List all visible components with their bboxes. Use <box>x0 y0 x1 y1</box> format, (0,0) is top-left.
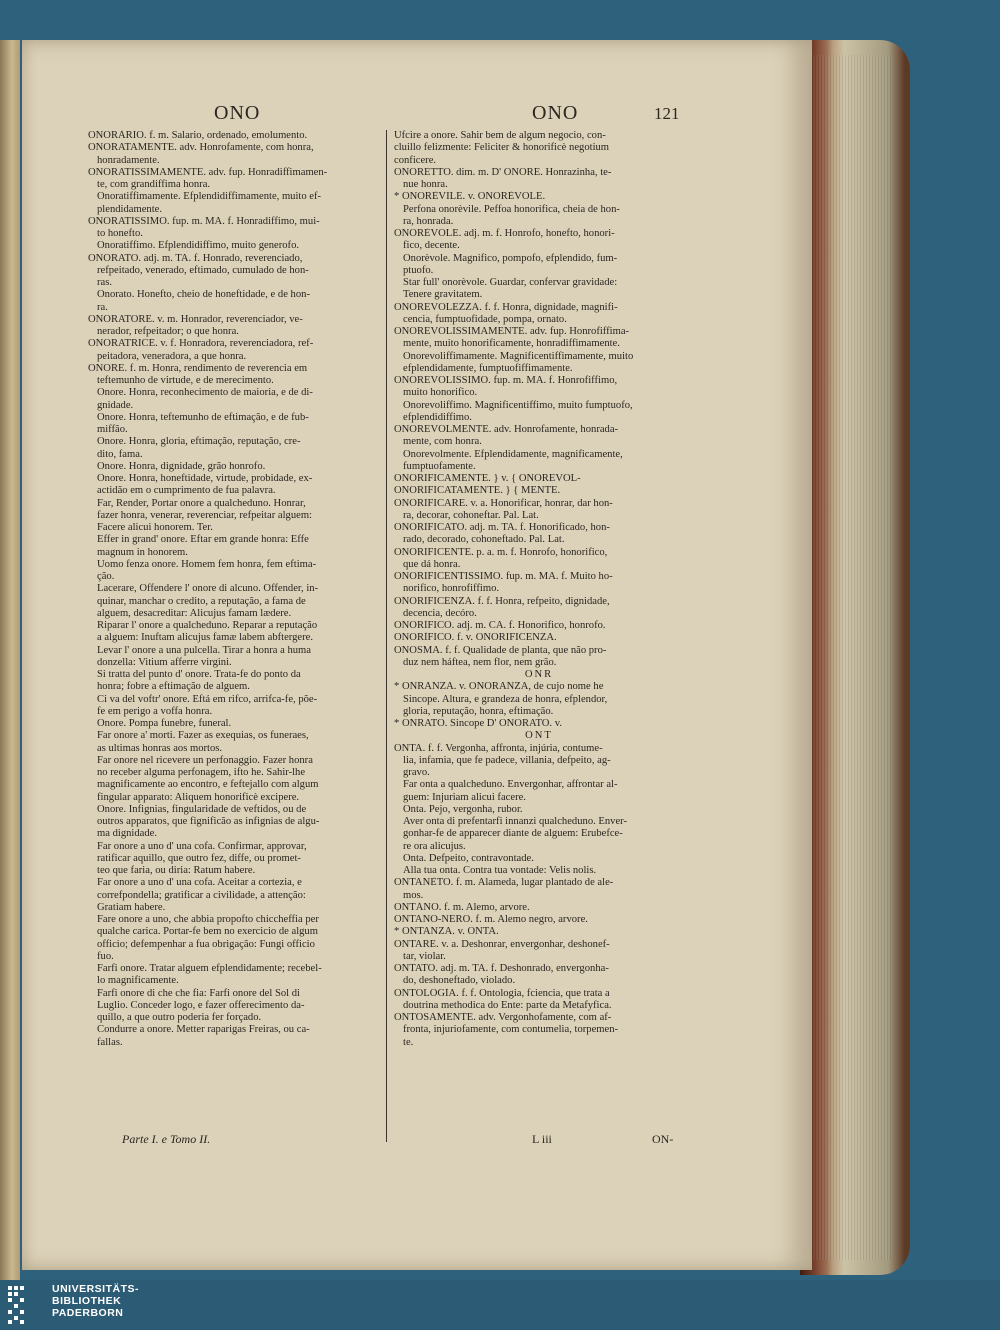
dictionary-line: efplendidamente, fumptuofiffimamente. <box>403 362 573 374</box>
dictionary-line: Onorevolmente. Efplendidamente, magnificamente, <box>403 448 623 460</box>
dictionary-line: ONOREVOLISSIMAMENTE. adv. fup. Honrofiffima- <box>394 326 630 337</box>
dictionary-line: doutrina methodica do Ente: parte da Metafyfica. <box>403 999 612 1011</box>
dictionary-line: guem: Injuriam alicui facere. <box>403 791 526 803</box>
dictionary-line: Star full' onorèvole. Guardar, confervar gravidade: <box>403 277 618 288</box>
dictionary-line: Si tratta del punto d' onore. Trata-fe do ponto da <box>97 669 301 680</box>
dictionary-line: ONTOSAMENTE. adv. Vergonhofamente, com af- <box>394 1012 612 1023</box>
dictionary-line: donzella: Vitium afferre virgini. <box>97 656 232 668</box>
dictionary-line: Onorevoliffimamente. Magnificentiffimamente, muito <box>403 350 634 362</box>
library-name-line2: BIBLIOTHEK <box>52 1295 122 1307</box>
dictionary-line: ONTANÈTO. f. m. Alameda, lugar plantado de ale- <box>394 877 614 889</box>
dictionary-line: Onta. Pejo, vergonha, rubor. <box>403 803 523 815</box>
dictionary-line: Condurre a onore. Metter raparigas Freiras, ou ca- <box>97 1024 310 1036</box>
dictionary-line: ONORATAMENTE. adv. Honrofamente, com honra, <box>88 142 314 154</box>
dictionary-line: mente, muito honorificamente, honradiffimamente. <box>403 338 620 350</box>
dictionary-line: ONTARE. v. a. Deshonrar, envergonhar, deshonef- <box>394 938 610 950</box>
footer-catchword: ON- <box>652 1132 674 1146</box>
dictionary-line: Onoratiffimamente. Efplendidiffimamente, muito ef- <box>97 191 322 203</box>
dictionary-line: gnidade. <box>97 399 134 411</box>
dictionary-line: ONOSMA. f. f. Qualidade de planta, que não pro- <box>394 644 607 656</box>
page-number: 121 <box>654 104 680 123</box>
dictionary-line: honra; fobre a eftimação de alguem. <box>97 681 250 693</box>
dictionary-line: muito honorifico. <box>403 387 478 399</box>
dictionary-line: Gratiam habere. <box>97 901 166 913</box>
dictionary-line: Onore. Honra, teftemunho de eftimação, e de fub- <box>97 411 309 423</box>
dictionary-line: ONORATISSIMO. fup. m. MA. f. Honradiffimo, mui- <box>88 215 320 227</box>
dictionary-line: ptuofo. <box>403 264 434 276</box>
dictionary-line: ONTA. f. f. Vergonha, affronta, injúria, contume- <box>394 742 603 754</box>
dictionary-line: fingular apparato: Aliquem honorificè excipere. <box>97 791 300 803</box>
dictionary-line: Far onore a uno d' una cofa. Confirmar, approvar, <box>97 840 307 852</box>
dictionary-line: Far, Render, Portar onore a qualcheduno. Honrar, <box>97 497 306 509</box>
dictionary-line: fe em perigo a voffa honra. <box>97 705 213 717</box>
dictionary-line: qualche carica. Portar-fe bem no exercicio de algum <box>97 926 318 938</box>
dictionary-line: Sincope. Altura, e grandeza de honra, efplendor, <box>403 693 608 705</box>
dictionary-line: * ONRATO. Sincope D' ONORATO. v. <box>394 718 562 729</box>
dictionary-line: Luglio. Conceder logo, e fazer offerecimento da- <box>97 999 305 1011</box>
dictionary-line: plendidamente. <box>97 203 163 215</box>
dictionary-line: efplendidiffimo. <box>403 411 472 423</box>
dictionary-line: ONORETTO. dim. m. D' ONORE. Honrazinha, te- <box>394 166 612 178</box>
running-head-left: ONO <box>214 102 261 124</box>
dictionary-line: fumptuofamente. <box>403 460 476 472</box>
dictionary-line: quinar, manchar o credito, a reputação, a fama de <box>97 595 306 607</box>
dictionary-line: teftemunho de virtude, e de merecimento. <box>97 375 274 386</box>
dictionary-line: no receber alguma perfonagem, ifto he. Sahir-lhe <box>97 767 306 778</box>
dictionary-line: ratificar aquillo, que outro fez, diffe, ou promet- <box>97 852 301 864</box>
dictionary-line: dito, fama. <box>97 448 143 460</box>
dictionary-line: Onore. Honra, reconhecimento de maioria, e de di- <box>97 387 313 399</box>
dictionary-line: * ONTANZA. v. ONTA. <box>394 926 499 938</box>
dictionary-line: gonhar-fe de apparecer diante de alguem: Erubefce- <box>403 828 623 840</box>
dictionary-line: Effer in grand' onore. Eftar em grande honra: Effe <box>97 534 309 546</box>
library-name <box>52 1283 139 1319</box>
dictionary-line: ONOREVOLISSIMO. fup. m. MA. f. Honrofiffimo, <box>394 375 618 386</box>
dictionary-line: ONORIFICENTE. p. a. m. f. Honrofo, honorifico, <box>394 546 608 558</box>
dictionary-line: Far onore a uno d' una cofa. Aceitar a cortezia, e <box>97 877 302 889</box>
dictionary-line: ONORIFICARE. v. a. Honorificar, honrar, dar hon- <box>394 497 613 509</box>
dictionary-line: Ci va del voftr' onore. Eftá em rifco, arrifca-fe, põe- <box>97 693 318 705</box>
dictionary-line: honradamente. <box>97 154 160 166</box>
dictionary-line: Alla tua onta. Contra tua vontade: Velis nolis. <box>403 865 597 876</box>
dictionary-line: nue honra. <box>403 179 448 190</box>
dictionary-line: ONORIFICAMENTE. } v. { ONOREVOL- <box>394 473 581 484</box>
dictionary-line: Onorèvole. Magnifico, pompofo, efplendido, fum- <box>403 252 618 264</box>
left-column <box>88 130 378 1049</box>
dictionary-line: Ufcire a onore. Sahir bem de algum negocio, con- <box>394 130 606 141</box>
dictionary-line: cluillo felizmente: Feliciter & honorificè negotium <box>394 142 610 154</box>
dictionary-line: ONOREVOLEZZA. f. f. Honra, dignidade, magnifi- <box>394 301 618 313</box>
dictionary-line: fico, decente. <box>403 240 460 252</box>
library-footer-bar <box>0 1280 1000 1330</box>
dictionary-line: a alguem: Inuftam alicujus famæ labem abftergere. <box>97 632 314 644</box>
dictionary-line: Onta. Defpeito, contravontade. <box>403 852 534 864</box>
dictionary-line: ONTÀNO. f. m. Alemo, arvore. <box>394 901 530 913</box>
dictionary-line: magnum in honorem. <box>97 546 188 558</box>
dictionary-line: Onore. Honra, dignidade, grão honrofo. <box>97 460 266 472</box>
dictionary-line: Facere alicui honorem. Ter. <box>97 522 213 533</box>
dictionary-line: ONORATRICE. v. f. Honradora, reverenciadora, ref- <box>88 338 314 350</box>
dictionary-line: Onore. Honra, honeftidade, virtude, probidade, ex- <box>97 473 313 484</box>
dictionary-line: ONR <box>524 669 554 680</box>
dictionary-line: Aver onta di prefentarfi innanzi qualcheduno. Enver- <box>403 816 628 827</box>
dictionary-line: fronta, injuriofamente, com contumelia, torpemen- <box>403 1024 619 1036</box>
footer-signature: L iii <box>532 1132 552 1146</box>
dictionary-line: ONORATO. adj. m. TA. f. Honrado, reverenciado, <box>88 252 303 264</box>
running-head-right: ONO <box>532 102 579 124</box>
dictionary-line: fuo. <box>97 950 114 962</box>
dictionary-line: Onore. Honra, gloria, eftimação, reputação, cre- <box>97 436 301 448</box>
dictionary-line: ONORÌFICO. f. v. ONORIFICENZA. <box>394 632 557 644</box>
dictionary-line: Uomo fenza onore. Homem fem honra, fem eftima- <box>97 558 317 570</box>
dictionary-line: ra. <box>97 301 108 313</box>
dictionary-line: as ultimas honras aos mortos. <box>97 742 223 754</box>
dictionary-line: Onore. Pompa funebre, funeral. <box>97 718 232 729</box>
dictionary-line: outros apparatos, que fignificão as infignias de algu- <box>97 816 320 827</box>
dictionary-line: ção. <box>97 571 115 582</box>
dictionary-line: ONORATISSIMAMENTE. adv. fup. Honradiffimamen- <box>88 166 328 178</box>
dictionary-line: ONOREVOLMENTE. adv. Honrofamente, honrada- <box>394 424 619 435</box>
dictionary-line: Onoratiffimo. Efplendidiffimo, muito generofo. <box>97 240 300 252</box>
dictionary-line: Fare onore a uno, che abbia propofto chiccheffia per <box>97 914 319 925</box>
dictionary-line: tar, violar. <box>403 950 446 962</box>
library-name-line1: UNIVERSITÄTS- <box>52 1283 140 1295</box>
dictionary-line: te. <box>403 1036 414 1048</box>
dictionary-line: ras. <box>97 277 113 288</box>
dictionary-line: alguem, desacreditar: Alicujus famam lædere. <box>97 607 292 619</box>
dictionary-line: Far onore a' morti. Fazer as exequias, os funeraes, <box>97 730 309 742</box>
dictionary-line: ONORIFICATO. adj. m. TA. f. Honorificado, hon- <box>394 522 610 533</box>
dictionary-line: ONORÈVOLE. adj. m. f. Honrofo, honefto, honori- <box>394 228 615 239</box>
dictionary-line: Far onore nel ricevere un perfonaggio. Fazer honra <box>97 754 313 766</box>
dictionary-line: ONORÌFICO. adj. m. CA. f. Honorifico, honrofo. <box>394 620 606 631</box>
dictionary-line: ONORIFICATAMENTE. } { MENTE. <box>394 485 561 497</box>
footer-volume: Parte I. e Tomo II. <box>122 1132 211 1146</box>
dictionary-line: lo magnificamente. <box>97 975 179 987</box>
dictionary-line: lia, infamia, que fe padece, villania, defpeito, ag- <box>403 754 611 766</box>
dictionary-line: to honefto. <box>97 228 143 239</box>
dictionary-line: Tenere gravitatem. <box>403 289 483 301</box>
dictionary-line: mos. <box>403 889 424 901</box>
dictionary-line: ONT <box>525 730 553 742</box>
dictionary-line: mente, com honra. <box>403 436 482 448</box>
dictionary-line: ONTANO-NERO. f. m. Alemo negro, arvore. <box>394 914 588 925</box>
dictionary-line: Riparar l' onore a qualcheduno. Reparar a reputação <box>97 620 318 631</box>
dictionary-line: Lacerare, Offendere l' onore di alcuno. Offender, in- <box>97 583 319 595</box>
dictionary-line: * ONRANZA. v. ONORANZA, de cujo nome he <box>394 681 604 693</box>
library-name-line3: PADERBORN <box>52 1307 124 1319</box>
dictionary-line: teo que faria, ou diria: Ratum habere. <box>97 865 256 876</box>
dictionary-line: conficere. <box>394 154 437 166</box>
dictionary-line: ONORATORE. v. m. Honrador, reverenciador, ve- <box>88 313 303 325</box>
dictionary-line: Far onta a qualcheduno. Envergonhar, affrontar al- <box>403 779 618 791</box>
dictionary-line: ONTOLOGÌA. f. f. Ontologia, fciencia, que trata a <box>394 987 610 999</box>
dictionary-line: cencia, fumptuofidade, pompa, ornato. <box>403 313 567 325</box>
dictionary-line: correfpondella; gratificar a civilidade, a attenção: <box>97 889 306 901</box>
dictionary-line: Onore. Infignias, fingularidade de veftidos, ou de <box>97 803 307 815</box>
dictionary-line: gravo. <box>403 767 430 778</box>
dictionary-line: te, com grandiffima honra. <box>97 179 211 190</box>
dictionary-line: ONORIFICENZA. f. f. Honra, refpeito, dignidade, <box>394 595 610 607</box>
column-divider <box>386 130 387 1142</box>
dictionary-line: norifico, honrofiffimo. <box>403 583 500 595</box>
dictionary-line: ONORÀRIO. f. m. Salario, ordenado, emolumento. <box>88 130 308 141</box>
dictionary-line: re ora alicujus. <box>403 840 466 852</box>
dictionary-line: gloria, reputação, honra, eftimação. <box>403 705 554 717</box>
dictionary-line: ONORE. f. m. Honra, rendimento de reverencia em <box>88 362 308 374</box>
dictionary-line: * ONORÈVILE. v. ONORÈVOLE. <box>394 191 546 203</box>
dictionary-line: duz nem háftea, nem flor, nem grão. <box>403 656 557 668</box>
dictionary-line: Perfona onorèvile. Peffoa honorifica, cheia de hon- <box>403 203 620 215</box>
dictionary-line: quillo, a que outro poderia fer forçado. <box>97 1012 262 1023</box>
dictionary-line: ra, decorar, cohoneftar. Pal. Lat. <box>403 509 539 521</box>
dictionary-line: ONORIFICENTISSIMO. fup. m. MA. f. Muito ho- <box>394 571 613 582</box>
dictionary-line: Farfi onore. Tratar alguem efplendidamente; recebel- <box>97 963 322 974</box>
dictionary-line: peitadora, veneradora, a que honra. <box>97 350 247 362</box>
dictionary-line: que dá honra. <box>403 558 461 570</box>
dictionary-line: magnificamente ao encontro, e feftejallo com algum <box>97 779 319 791</box>
dictionary-line: Levar l' onore a una pulcella. Tirar a honra a huma <box>97 644 312 656</box>
right-column <box>394 130 684 1049</box>
page-stack <box>812 55 892 1260</box>
dictionary-line: do, deshoneftado, violado. <box>403 975 516 987</box>
dictionary-line: fazer honra, venerar, reverenciar, refpeitar alguem: <box>97 509 313 521</box>
left-page-edge <box>0 40 20 1280</box>
dictionary-line: ra, honrada. <box>403 215 454 227</box>
university-library-logo-icon <box>6 1284 46 1326</box>
dictionary-line: nerador, refpeitador; o que honra. <box>97 326 239 337</box>
dictionary-line: ONTATO. adj. m. TA. f. Deshonrado, envergonha- <box>394 963 609 974</box>
dictionary-line: miffão. <box>97 424 128 435</box>
dictionary-line: officio; defempenhar a fua obrigação: Fungi officio <box>97 938 315 950</box>
dictionary-line: fallas. <box>97 1036 123 1048</box>
dictionary-line: decencia, decóro. <box>403 607 477 619</box>
dictionary-line: Farfi onore di che che fia: Farfi onore del Sol di <box>97 987 300 999</box>
dictionary-line: Onorato. Honefto, cheio de honeftidade, e de hon- <box>97 289 310 301</box>
dictionary-line: ma dignidade. <box>97 828 158 840</box>
dictionary-line: actidão em o cumprimento de fua palavra. <box>97 485 276 497</box>
dictionary-line: rado, decorado, cohoneftado. Pal. Lat. <box>403 534 565 546</box>
dictionary-line: refpeitado, venerado, eftimado, cumulado de hon- <box>97 264 309 276</box>
dictionary-line: Onorevoliffimo. Magnificentiffimo, muito fumptuofo, <box>403 399 633 411</box>
